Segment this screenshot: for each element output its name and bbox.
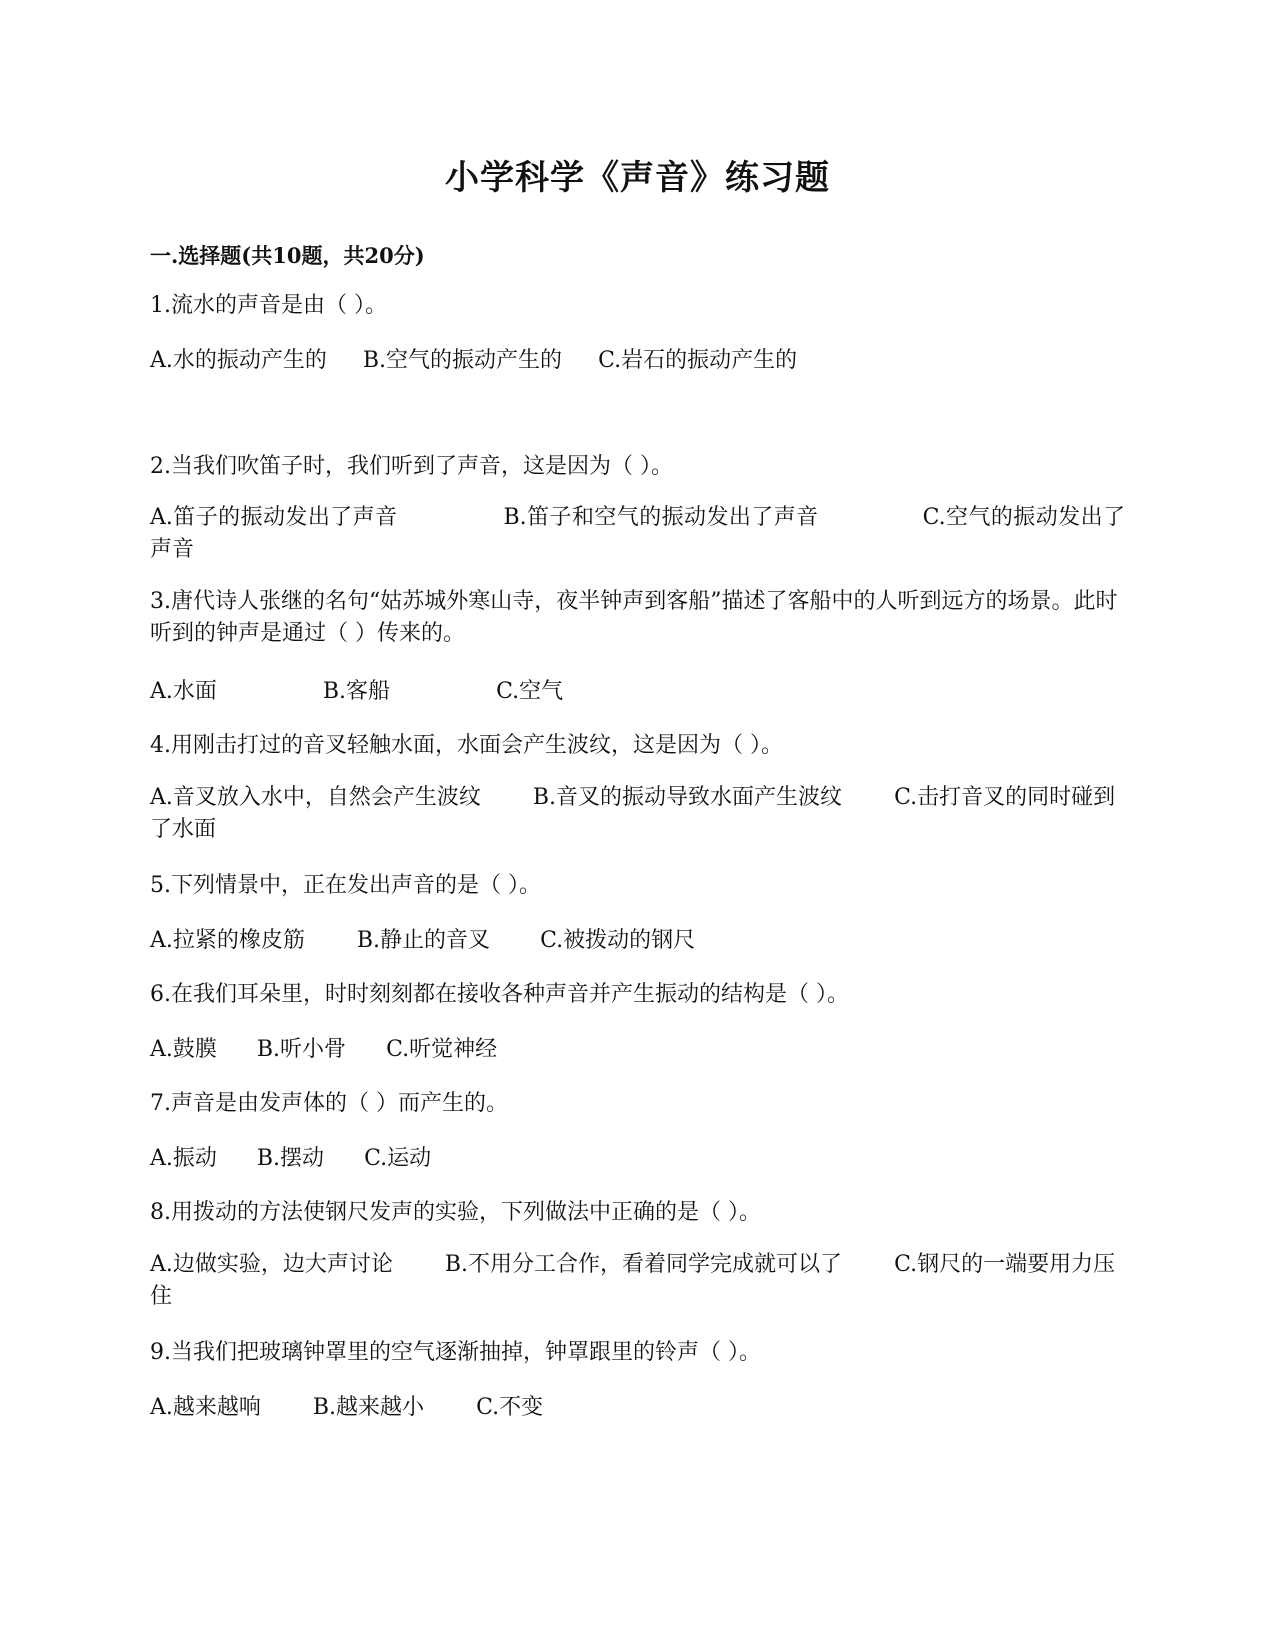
option-c: C.听觉神经 [386,1037,498,1062]
option-c: C.岩石的振动产生的 [598,348,798,373]
option-b: B.静止的音叉 [356,928,491,953]
options-6 [150,1032,497,1063]
options-8 [150,1249,1125,1313]
option-c: C.击打音叉的同时碰到了水面 [150,785,1116,842]
option-a: A.笛子的振动发出了声音 [150,505,398,530]
option-a: A.边做实验，边大声讨论 [150,1252,393,1277]
question-9: 9.当我们把玻璃钟罩里的空气逐渐抽掉，钟罩跟里的铃声（ ）。 [150,1340,761,1365]
option-c: C.空气 [496,679,564,704]
question-5: 5.下列情景中，正在发出声音的是（ ）。 [150,873,541,898]
option-a: A.水面 [150,679,217,704]
option-c: C.不变 [476,1395,544,1420]
option-c: C.空气的振动发出了声音 [150,505,1125,562]
option-b: B.不用分工合作，看着同学完成就可以了 [444,1252,843,1277]
option-b: B.摆动 [256,1146,325,1171]
option-b: B.音叉的振动导致水面产生波纹 [532,785,843,810]
option-b: B.听小骨 [256,1037,347,1062]
options-3 [150,674,563,705]
option-c: C.钢尺的一端要用力压住 [150,1252,1116,1309]
section-heading: 一.选择题(共10题，共20分) [150,243,425,268]
option-b: B.空气的振动产生的 [362,348,563,373]
option-c: C.运动 [364,1146,432,1171]
option-a: A.振动 [150,1146,217,1171]
question-4: 4.用刚击打过的音叉轻触水面，水面会产生波纹，这是因为（ ）。 [150,733,783,758]
options-1 [150,343,797,374]
option-b: B.越来越小 [312,1395,425,1420]
question-6: 6.在我们耳朵里，时时刻刻都在接收各种声音并产生振动的结构是（ ）。 [150,982,849,1007]
options-7 [150,1141,431,1172]
option-b: B.笛子和空气的振动发出了声音 [503,505,819,530]
question-8: 8.用拨动的方法使钢尺发声的实验，下列做法中正确的是（ ）。 [150,1200,761,1225]
option-a: A.鼓膜 [150,1037,217,1062]
option-a: A.越来越响 [150,1395,261,1420]
option-a: A.音叉放入水中，自然会产生波纹 [150,785,481,810]
question-7: 7.声音是由发声体的（ ）而产生的。 [150,1091,508,1116]
options-5 [150,923,695,954]
options-9 [150,1390,543,1421]
question-2: 2.当我们吹笛子时，我们听到了声音，这是因为（ ）。 [150,454,673,479]
option-a: A.水的振动产生的 [150,348,327,373]
page-title: 小学科学《声音》练习题 [445,158,830,198]
option-b: B.客船 [322,679,391,704]
options-2 [150,502,1125,566]
options-4 [150,782,1125,846]
question-1: 1.流水的声音是由（ ）。 [150,293,387,318]
question-3: 3.唐代诗人张继的名句“姑苏城外寒山寺，夜半钟声到客船”描述了客船中的人听到远方的场景。此时听到的钟声是通过（ ）传来的。 [150,589,1118,646]
option-a: A.拉紧的橡皮筋 [150,928,305,953]
option-c: C.被拨动的钢尺 [540,928,696,953]
